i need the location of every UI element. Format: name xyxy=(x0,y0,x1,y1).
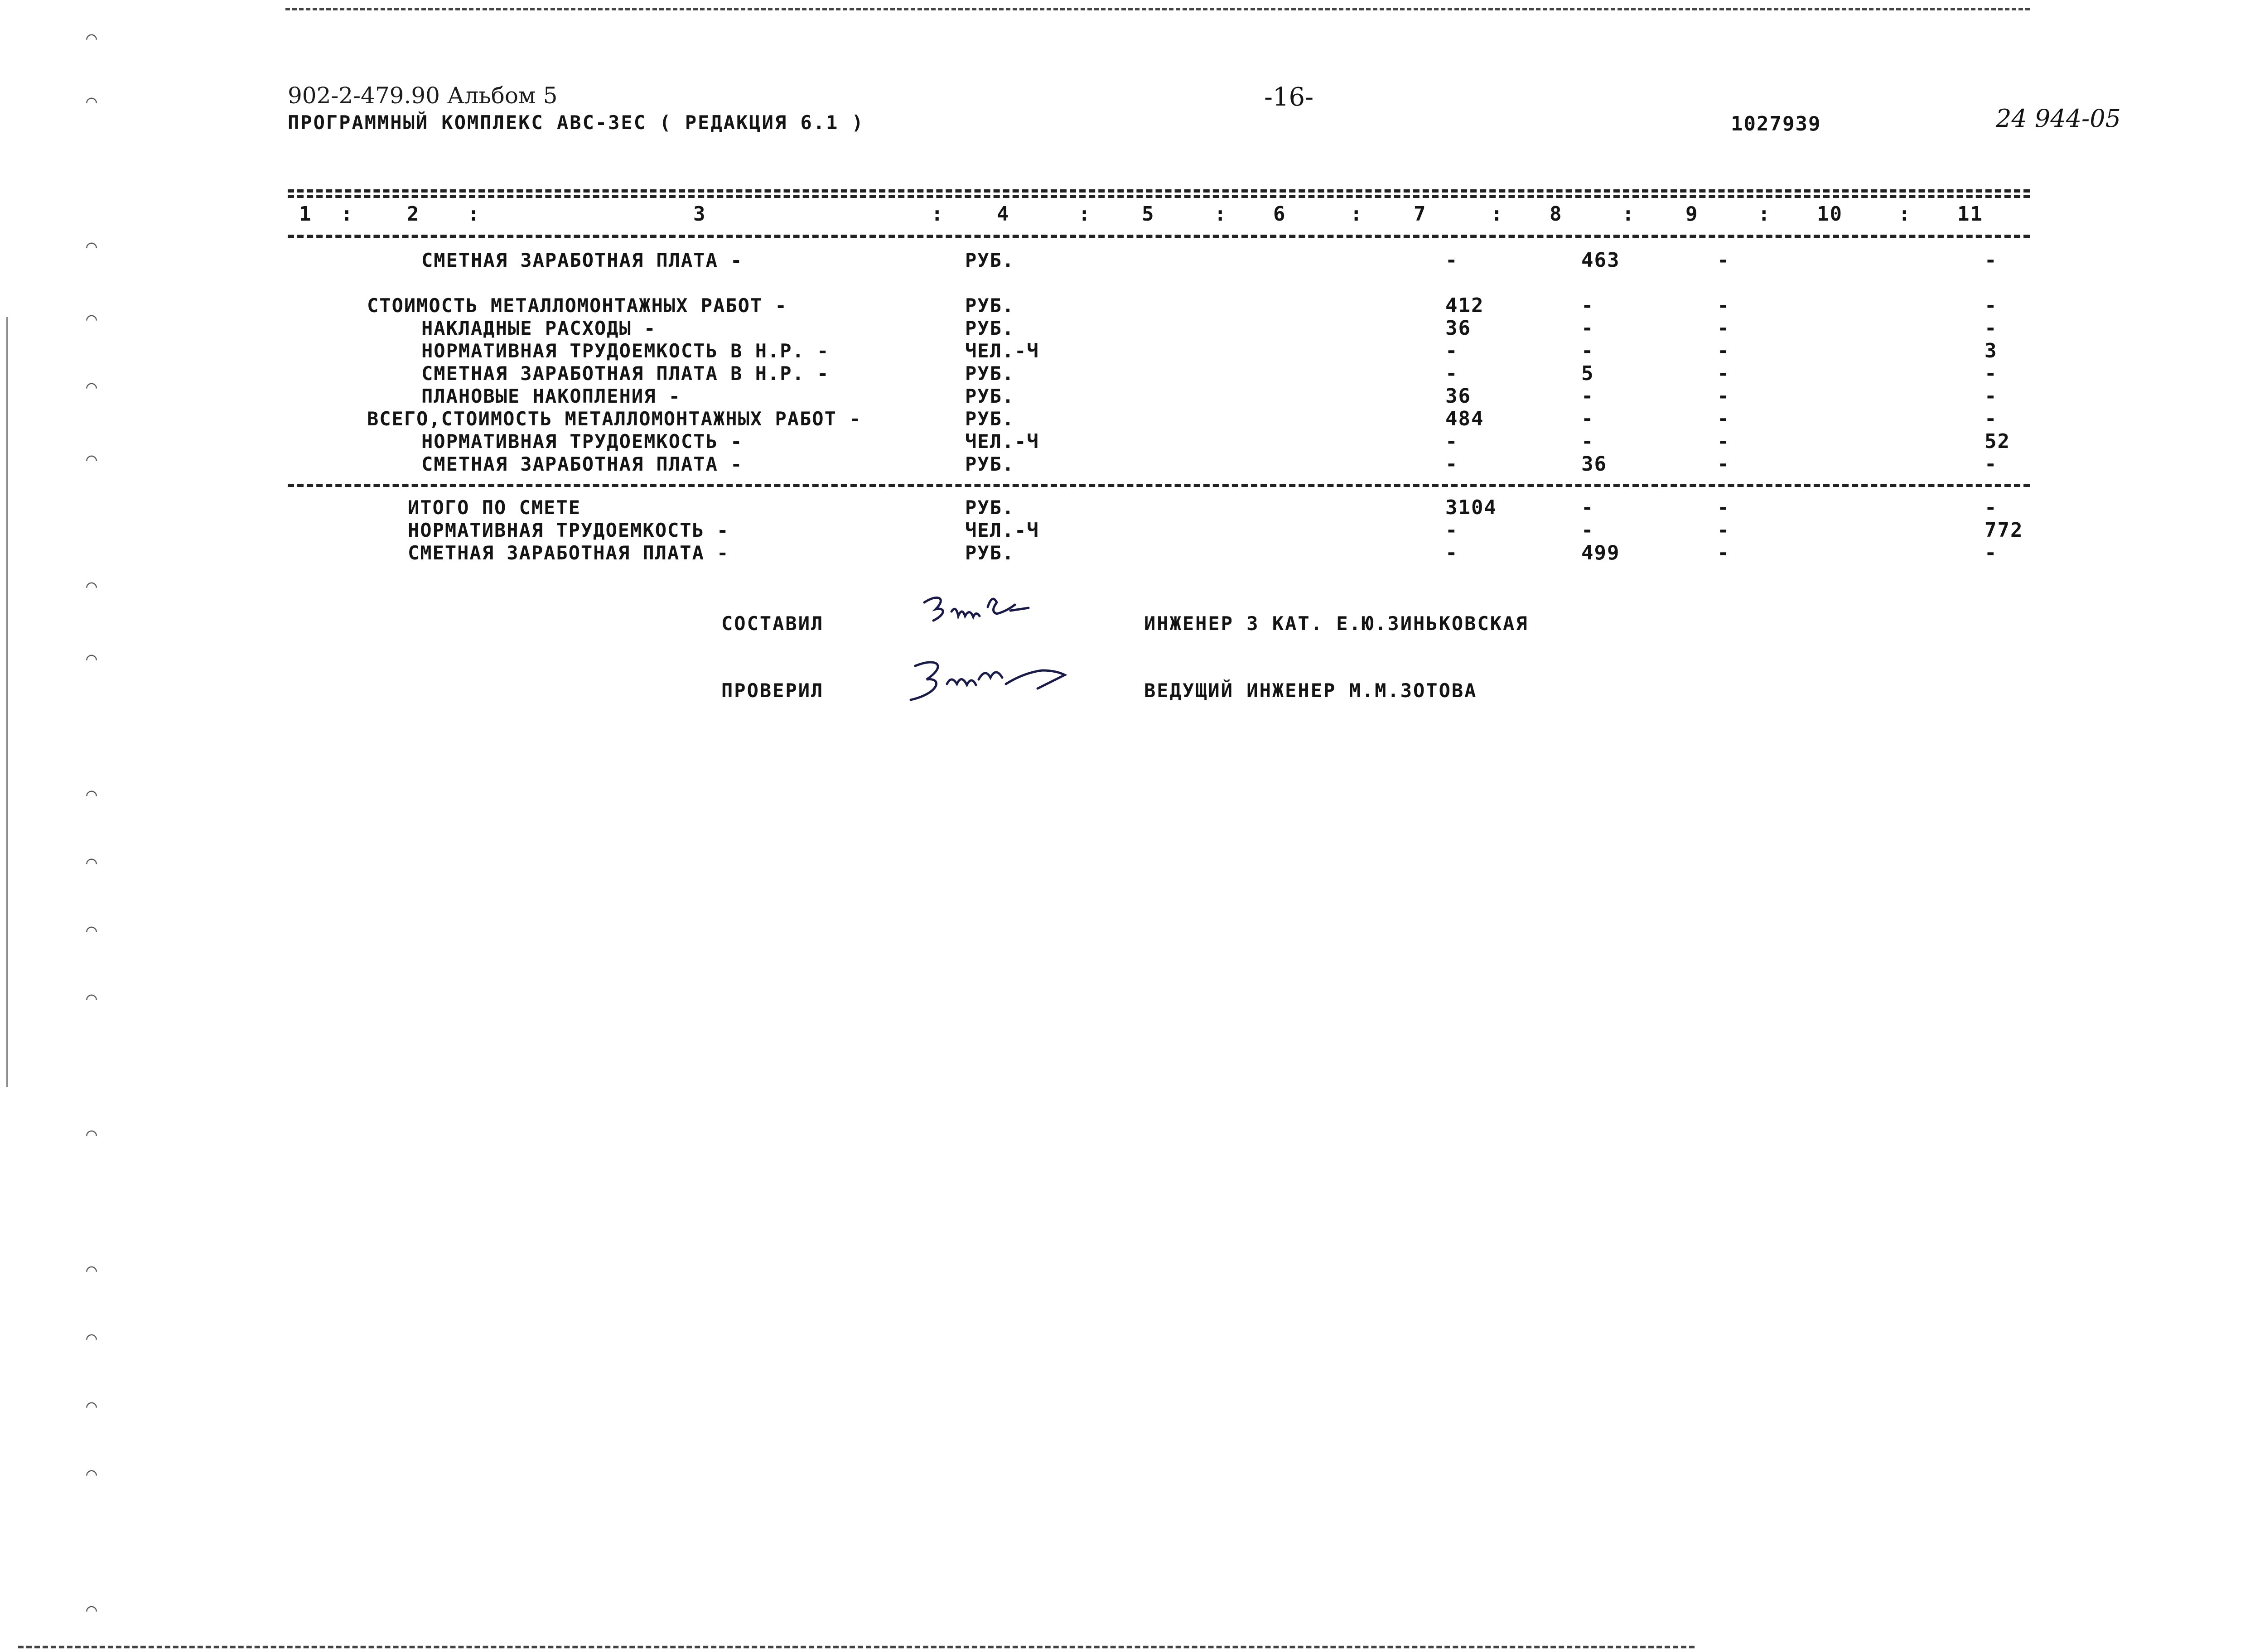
row-col11-value: 772 xyxy=(1985,519,2023,542)
column-separator: : xyxy=(468,202,481,226)
margin-mark: ⌒ xyxy=(86,1463,97,1484)
margin-mark: ⌒ xyxy=(86,784,97,804)
margin-mark: ⌒ xyxy=(86,1327,97,1348)
row-col9-value: - xyxy=(1717,249,1730,272)
row-col7-value: - xyxy=(1445,541,1458,564)
row-col8-value: - xyxy=(1581,519,1594,542)
row-unit: РУБ. xyxy=(965,385,1015,407)
row-unit: РУБ. xyxy=(965,542,1015,564)
scan-bottom-edge xyxy=(18,1646,1695,1648)
row-col11-value: - xyxy=(1985,249,1998,272)
margin-mark: ⌒ xyxy=(86,1395,97,1416)
margin-mark: ⌒ xyxy=(86,308,97,329)
row-col9-value: - xyxy=(1717,294,1730,317)
column-header-5: 5 xyxy=(1142,202,1155,226)
signature-zinkovskaya xyxy=(920,589,1038,639)
row-label: ПЛАНОВЫЕ НАКОПЛЕНИЯ - xyxy=(421,385,681,407)
row-col7-value: 36 xyxy=(1445,317,1471,340)
row-col11-value: 52 xyxy=(1985,430,2010,453)
program-title: ПРОГРАММНЫЙ КОМПЛЕКС АВС-3ЕС ( РЕДАКЦИЯ 6.1 ) xyxy=(288,111,864,134)
row-col11-value: - xyxy=(1985,362,1998,385)
row-col11-value: - xyxy=(1985,385,1998,408)
row-col11-value: - xyxy=(1985,496,1998,519)
row-col9-value: - xyxy=(1717,385,1730,408)
column-separator: : xyxy=(1622,202,1635,226)
row-unit: ЧЕЛ.-Ч xyxy=(965,340,1039,362)
row-col7-value: 3104 xyxy=(1445,496,1497,519)
row-label: НОРМАТИВНАЯ ТРУДОЕМКОСТЬ - xyxy=(421,430,743,453)
column-header-2: 2 xyxy=(407,202,420,226)
totals-separator-rule xyxy=(288,484,2030,487)
column-header-11: 11 xyxy=(1957,202,1983,226)
checked-label: ПРОВЕРИЛ xyxy=(721,679,824,702)
column-header-1: 1 xyxy=(299,202,312,226)
row-col7-value: - xyxy=(1445,519,1458,542)
margin-mark: ⌒ xyxy=(86,648,97,669)
column-separator: : xyxy=(1898,202,1912,226)
margin-mark: ⌒ xyxy=(86,852,97,872)
archive-number: 24 944-05 xyxy=(1996,104,2121,133)
table-top-rule xyxy=(288,189,2030,193)
column-separator: : xyxy=(1078,202,1091,226)
row-col8-value: 499 xyxy=(1581,541,1620,564)
row-col8-value: - xyxy=(1581,407,1594,430)
row-col8-value: - xyxy=(1581,339,1594,362)
row-label: СМЕТНАЯ ЗАРАБОТНАЯ ПЛАТА - xyxy=(421,453,743,475)
row-col9-value: - xyxy=(1717,496,1730,519)
row-col7-value: 36 xyxy=(1445,385,1471,408)
row-label: СТОИМОСТЬ МЕТАЛЛОМОНТАЖНЫХ РАБОТ - xyxy=(367,294,787,317)
column-separator: : xyxy=(931,202,944,226)
row-col7-value: 484 xyxy=(1445,407,1484,430)
row-col8-value: - xyxy=(1581,430,1594,453)
row-col9-value: - xyxy=(1717,339,1730,362)
row-label: НОРМАТИВНАЯ ТРУДОЕМКОСТЬ - xyxy=(408,519,729,541)
row-unit: РУБ. xyxy=(965,294,1015,317)
margin-mark: ⌒ xyxy=(86,575,97,596)
column-separator: : xyxy=(341,202,354,226)
column-header-8: 8 xyxy=(1550,202,1563,226)
margin-mark: ⌒ xyxy=(86,91,97,111)
column-header-6: 6 xyxy=(1273,202,1286,226)
row-unit: РУБ. xyxy=(965,496,1015,519)
row-col9-value: - xyxy=(1717,541,1730,564)
row-col11-value: - xyxy=(1985,541,1998,564)
row-unit: ЧЕЛ.-Ч xyxy=(965,430,1039,453)
margin-mark: ⌒ xyxy=(86,448,97,469)
doc-code: 902-2-479.90 Альбом 5 xyxy=(288,82,558,109)
row-col9-value: - xyxy=(1717,453,1730,476)
column-separator: : xyxy=(1214,202,1227,226)
composed-label: СОСТАВИЛ xyxy=(721,612,824,635)
row-unit: РУБ. xyxy=(965,317,1015,339)
row-col9-value: - xyxy=(1717,317,1730,340)
row-col8-value: 463 xyxy=(1581,249,1620,272)
column-header-3: 3 xyxy=(693,202,706,226)
document-number: 1027939 xyxy=(1731,112,1821,135)
page-number: -16- xyxy=(1264,82,1314,112)
row-unit: РУБ. xyxy=(965,408,1015,430)
margin-mark: ⌒ xyxy=(86,1599,97,1620)
row-col9-value: - xyxy=(1717,362,1730,385)
margin-mark: ⌒ xyxy=(86,1259,97,1280)
row-col7-value: 412 xyxy=(1445,294,1484,317)
column-header-10: 10 xyxy=(1817,202,1843,226)
row-col11-value: - xyxy=(1985,407,1998,430)
table-header-rule xyxy=(288,235,2030,238)
margin-mark: ⌒ xyxy=(86,1123,97,1144)
scan-left-edge xyxy=(6,317,8,1087)
row-col9-value: - xyxy=(1717,407,1730,430)
row-col8-value: - xyxy=(1581,294,1594,317)
row-col8-value: - xyxy=(1581,317,1594,340)
row-col9-value: - xyxy=(1717,519,1730,542)
checked-by: ВЕДУЩИЙ ИНЖЕНЕР М.М.ЗОТОВА xyxy=(1144,679,1478,702)
row-col8-value: 5 xyxy=(1581,362,1594,385)
row-col7-value: - xyxy=(1445,249,1458,272)
column-separator: : xyxy=(1758,202,1771,226)
row-col7-value: - xyxy=(1445,362,1458,385)
row-col8-value: - xyxy=(1581,385,1594,408)
row-label: СМЕТНАЯ ЗАРАБОТНАЯ ПЛАТА - xyxy=(421,249,743,271)
row-col11-value: 3 xyxy=(1985,339,1998,362)
row-unit: РУБ. xyxy=(965,249,1015,271)
row-col7-value: - xyxy=(1445,339,1458,362)
scan-top-edge xyxy=(285,8,2030,10)
margin-mark: ⌒ xyxy=(86,987,97,1008)
row-col9-value: - xyxy=(1717,430,1730,453)
row-col11-value: - xyxy=(1985,294,1998,317)
row-label: НАКЛАДНЫЕ РАСХОДЫ - xyxy=(421,317,657,339)
column-separator: : xyxy=(1491,202,1504,226)
row-col11-value: - xyxy=(1985,453,1998,476)
row-col7-value: - xyxy=(1445,430,1458,453)
column-separator: : xyxy=(1350,202,1363,226)
row-unit: РУБ. xyxy=(965,453,1015,475)
row-unit: ЧЕЛ.-Ч xyxy=(965,519,1039,541)
row-label: ИТОГО ПО СМЕТЕ xyxy=(408,496,581,519)
margin-mark: ⌒ xyxy=(86,376,97,397)
margin-mark: ⌒ xyxy=(86,920,97,940)
column-header-4: 4 xyxy=(997,202,1010,226)
row-label: СМЕТНАЯ ЗАРАБОТНАЯ ПЛАТА - xyxy=(408,542,729,564)
row-col8-value: - xyxy=(1581,496,1594,519)
row-label: НОРМАТИВНАЯ ТРУДОЕМКОСТЬ В Н.Р. - xyxy=(421,340,830,362)
column-header-9: 9 xyxy=(1685,202,1699,226)
composed-by: ИНЖЕНЕР 3 КАТ. Е.Ю.ЗИНЬКОВСКАЯ xyxy=(1144,612,1529,635)
row-col8-value: 36 xyxy=(1581,453,1607,476)
margin-mark: ⌒ xyxy=(86,27,97,48)
row-unit: РУБ. xyxy=(965,362,1015,385)
row-col11-value: - xyxy=(1985,317,1998,340)
signature-zotova xyxy=(906,652,1087,711)
row-label: СМЕТНАЯ ЗАРАБОТНАЯ ПЛАТА В Н.Р. - xyxy=(421,362,830,385)
column-header-7: 7 xyxy=(1414,202,1427,226)
margin-mark: ⌒ xyxy=(86,236,97,256)
table-top-rule-2 xyxy=(288,195,2030,198)
row-col7-value: - xyxy=(1445,453,1458,476)
row-label: ВСЕГО,СТОИМОСТЬ МЕТАЛЛОМОНТАЖНЫХ РАБОТ - xyxy=(367,408,862,430)
